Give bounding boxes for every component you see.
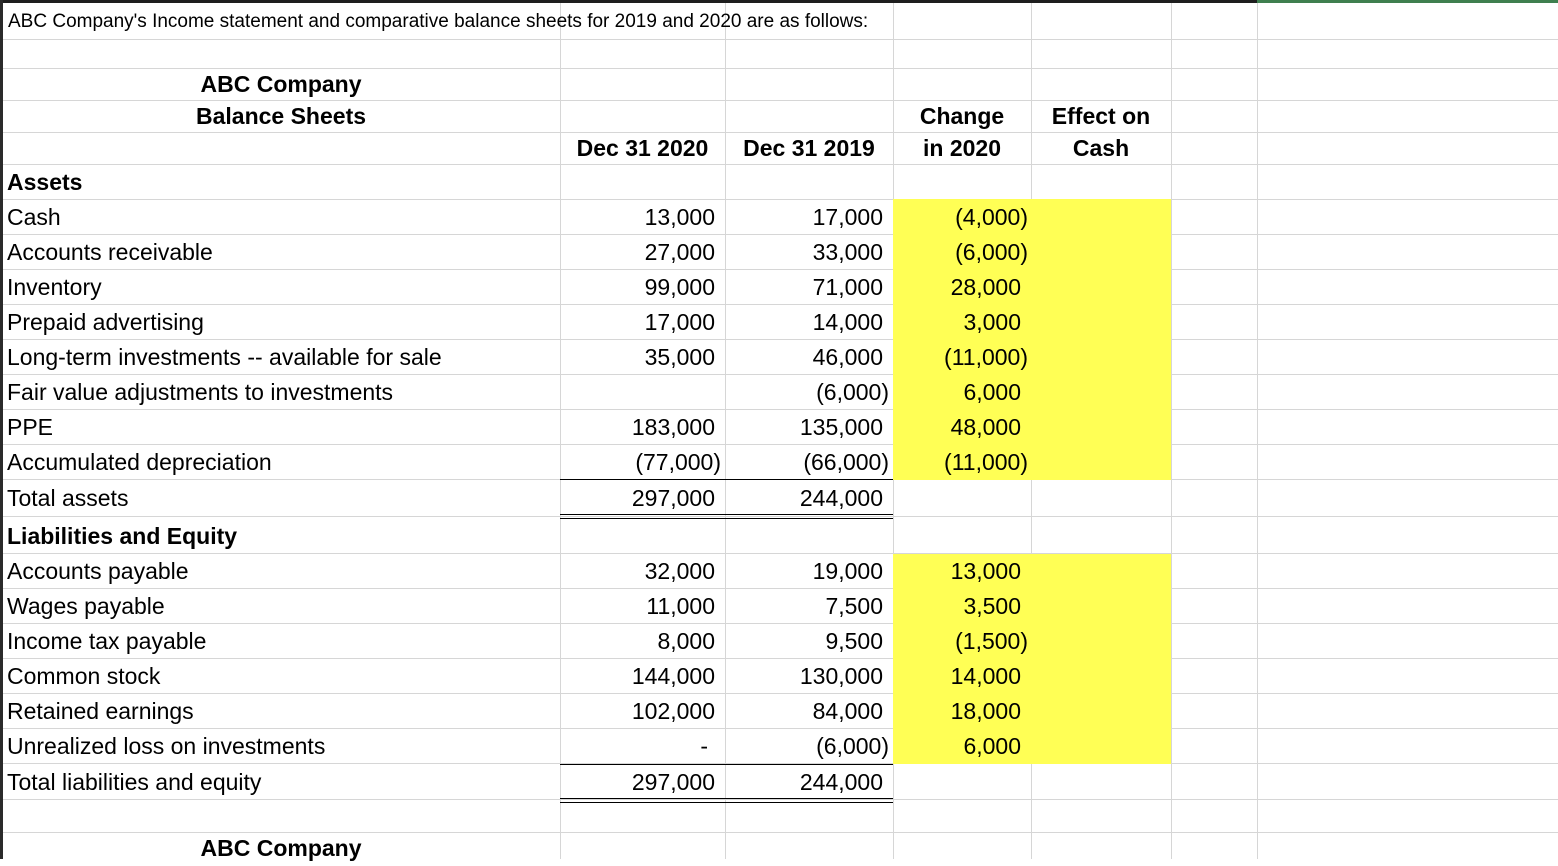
column-header-change-line1: Change xyxy=(919,103,1005,129)
liability-value-2020: 102,000 xyxy=(631,698,715,724)
asset-value-2020: 183,000 xyxy=(631,414,715,440)
asset-change: (6,000) xyxy=(955,239,1028,265)
statement-title: Balance Sheets xyxy=(195,103,367,129)
asset-change: 6,000 xyxy=(963,379,1021,405)
liability-change: 3,500 xyxy=(963,593,1021,619)
subtotal-underline-2020 xyxy=(560,479,725,480)
liability-label: Wages payable xyxy=(7,593,165,619)
asset-change: (11,000) xyxy=(944,449,1028,475)
total-liabilities-double-underline-bottom xyxy=(560,802,893,803)
asset-value-2020: 17,000 xyxy=(644,309,715,335)
company-title: ABC Company xyxy=(200,71,362,97)
liability-label: Accounts payable xyxy=(7,558,189,584)
liability-label: Common stock xyxy=(7,663,161,689)
asset-value-2019: 46,000 xyxy=(812,344,883,370)
asset-value-2020: (77,000) xyxy=(635,449,721,475)
asset-change: (4,000) xyxy=(955,204,1028,230)
asset-change: 3,000 xyxy=(963,309,1021,335)
column-header-dec-2019: Dec 31 2019 xyxy=(743,135,875,161)
liability-value-2019: 7,500 xyxy=(825,593,883,619)
asset-label: Inventory xyxy=(7,274,102,300)
total-liabilities-double-underline-top xyxy=(560,798,893,799)
asset-value-2020: 35,000 xyxy=(644,344,715,370)
total-liabilities-label: Total liabilities and equity xyxy=(7,769,262,795)
asset-value-2019: 14,000 xyxy=(812,309,883,335)
asset-label: PPE xyxy=(7,414,54,440)
liability-change: 13,000 xyxy=(950,558,1021,584)
asset-label: Fair value adjustments to investments xyxy=(7,379,394,405)
liability-value-2019: (6,000) xyxy=(816,733,889,759)
liability-label: Retained earnings xyxy=(7,698,194,724)
asset-value-2019: 17,000 xyxy=(812,204,883,230)
total-liabilities-2019: 244,000 xyxy=(799,769,883,795)
column-header-dec-2020: Dec 31 2020 xyxy=(576,135,709,161)
left-border xyxy=(0,0,3,859)
total-assets-2020: 297,000 xyxy=(631,485,715,511)
asset-label: Cash xyxy=(7,204,61,230)
liability-value-2020: 11,000 xyxy=(646,593,715,619)
asset-value-2020: 27,000 xyxy=(644,239,715,265)
liability-change: 6,000 xyxy=(963,733,1021,759)
column-header-effect-line2: Cash xyxy=(1072,135,1130,161)
asset-label: Long-term investments -- available for sale xyxy=(7,344,442,370)
total-assets-label: Total assets xyxy=(7,485,129,511)
liabilities-header: Liabilities and Equity xyxy=(7,523,238,549)
asset-value-2019: (66,000) xyxy=(803,449,889,475)
liability-change: 14,000 xyxy=(950,663,1021,689)
grid-row-line xyxy=(3,516,1558,517)
total-liabilities-2020: 297,000 xyxy=(631,769,715,795)
liability-value-2019: 19,000 xyxy=(812,558,883,584)
asset-value-2020: 13,000 xyxy=(644,204,715,230)
asset-value-2019: 33,000 xyxy=(812,239,883,265)
asset-value-2019: (6,000) xyxy=(816,379,889,405)
asset-value-2020 xyxy=(560,375,715,410)
column-header-effect-line1: Effect on xyxy=(1051,103,1151,129)
asset-label: Accumulated depreciation xyxy=(7,449,272,475)
total-assets-double-underline-top xyxy=(560,514,893,515)
liability-label: Income tax payable xyxy=(7,628,207,654)
liability-value-2020: - xyxy=(700,733,708,759)
liability-value-2019: 130,000 xyxy=(799,663,883,689)
asset-value-2019: 71,000 xyxy=(812,274,883,300)
intro-text: ABC Company's Income statement and comparative balance sheets for 2019 and 2020 are as follows: xyxy=(8,11,869,32)
column-header-change-line2: in 2020 xyxy=(923,135,1001,161)
top-border xyxy=(0,0,1257,3)
asset-value-2019: 135,000 xyxy=(799,414,883,440)
total-assets-double-underline-bottom xyxy=(560,518,893,519)
liability-value-2019: 9,500 xyxy=(825,628,883,654)
asset-label: Prepaid advertising xyxy=(7,309,204,335)
liability-value-2019: 84,000 xyxy=(812,698,883,724)
total-assets-2019: 244,000 xyxy=(799,485,883,511)
footer-company-title: ABC Company xyxy=(200,835,362,861)
asset-label: Accounts receivable xyxy=(7,239,213,265)
liability-value-2020: 144,000 xyxy=(631,663,715,689)
assets-header: Assets xyxy=(7,169,83,195)
subtotal-underline-2019 xyxy=(725,479,893,480)
liability-change: (1,500) xyxy=(955,628,1028,654)
asset-change: 28,000 xyxy=(950,274,1021,300)
liability-value-2020: 32,000 xyxy=(644,558,715,584)
asset-change: 48,000 xyxy=(950,414,1021,440)
grid-row-line xyxy=(3,39,1558,40)
liability-label: Unrealized loss on investments xyxy=(7,733,326,759)
top-border-accent xyxy=(1257,0,1558,3)
liability-change: 18,000 xyxy=(950,698,1021,724)
asset-value-2020: 99,000 xyxy=(644,274,715,300)
liability-value-2020: 8,000 xyxy=(657,628,715,654)
asset-change: (11,000) xyxy=(944,344,1028,370)
